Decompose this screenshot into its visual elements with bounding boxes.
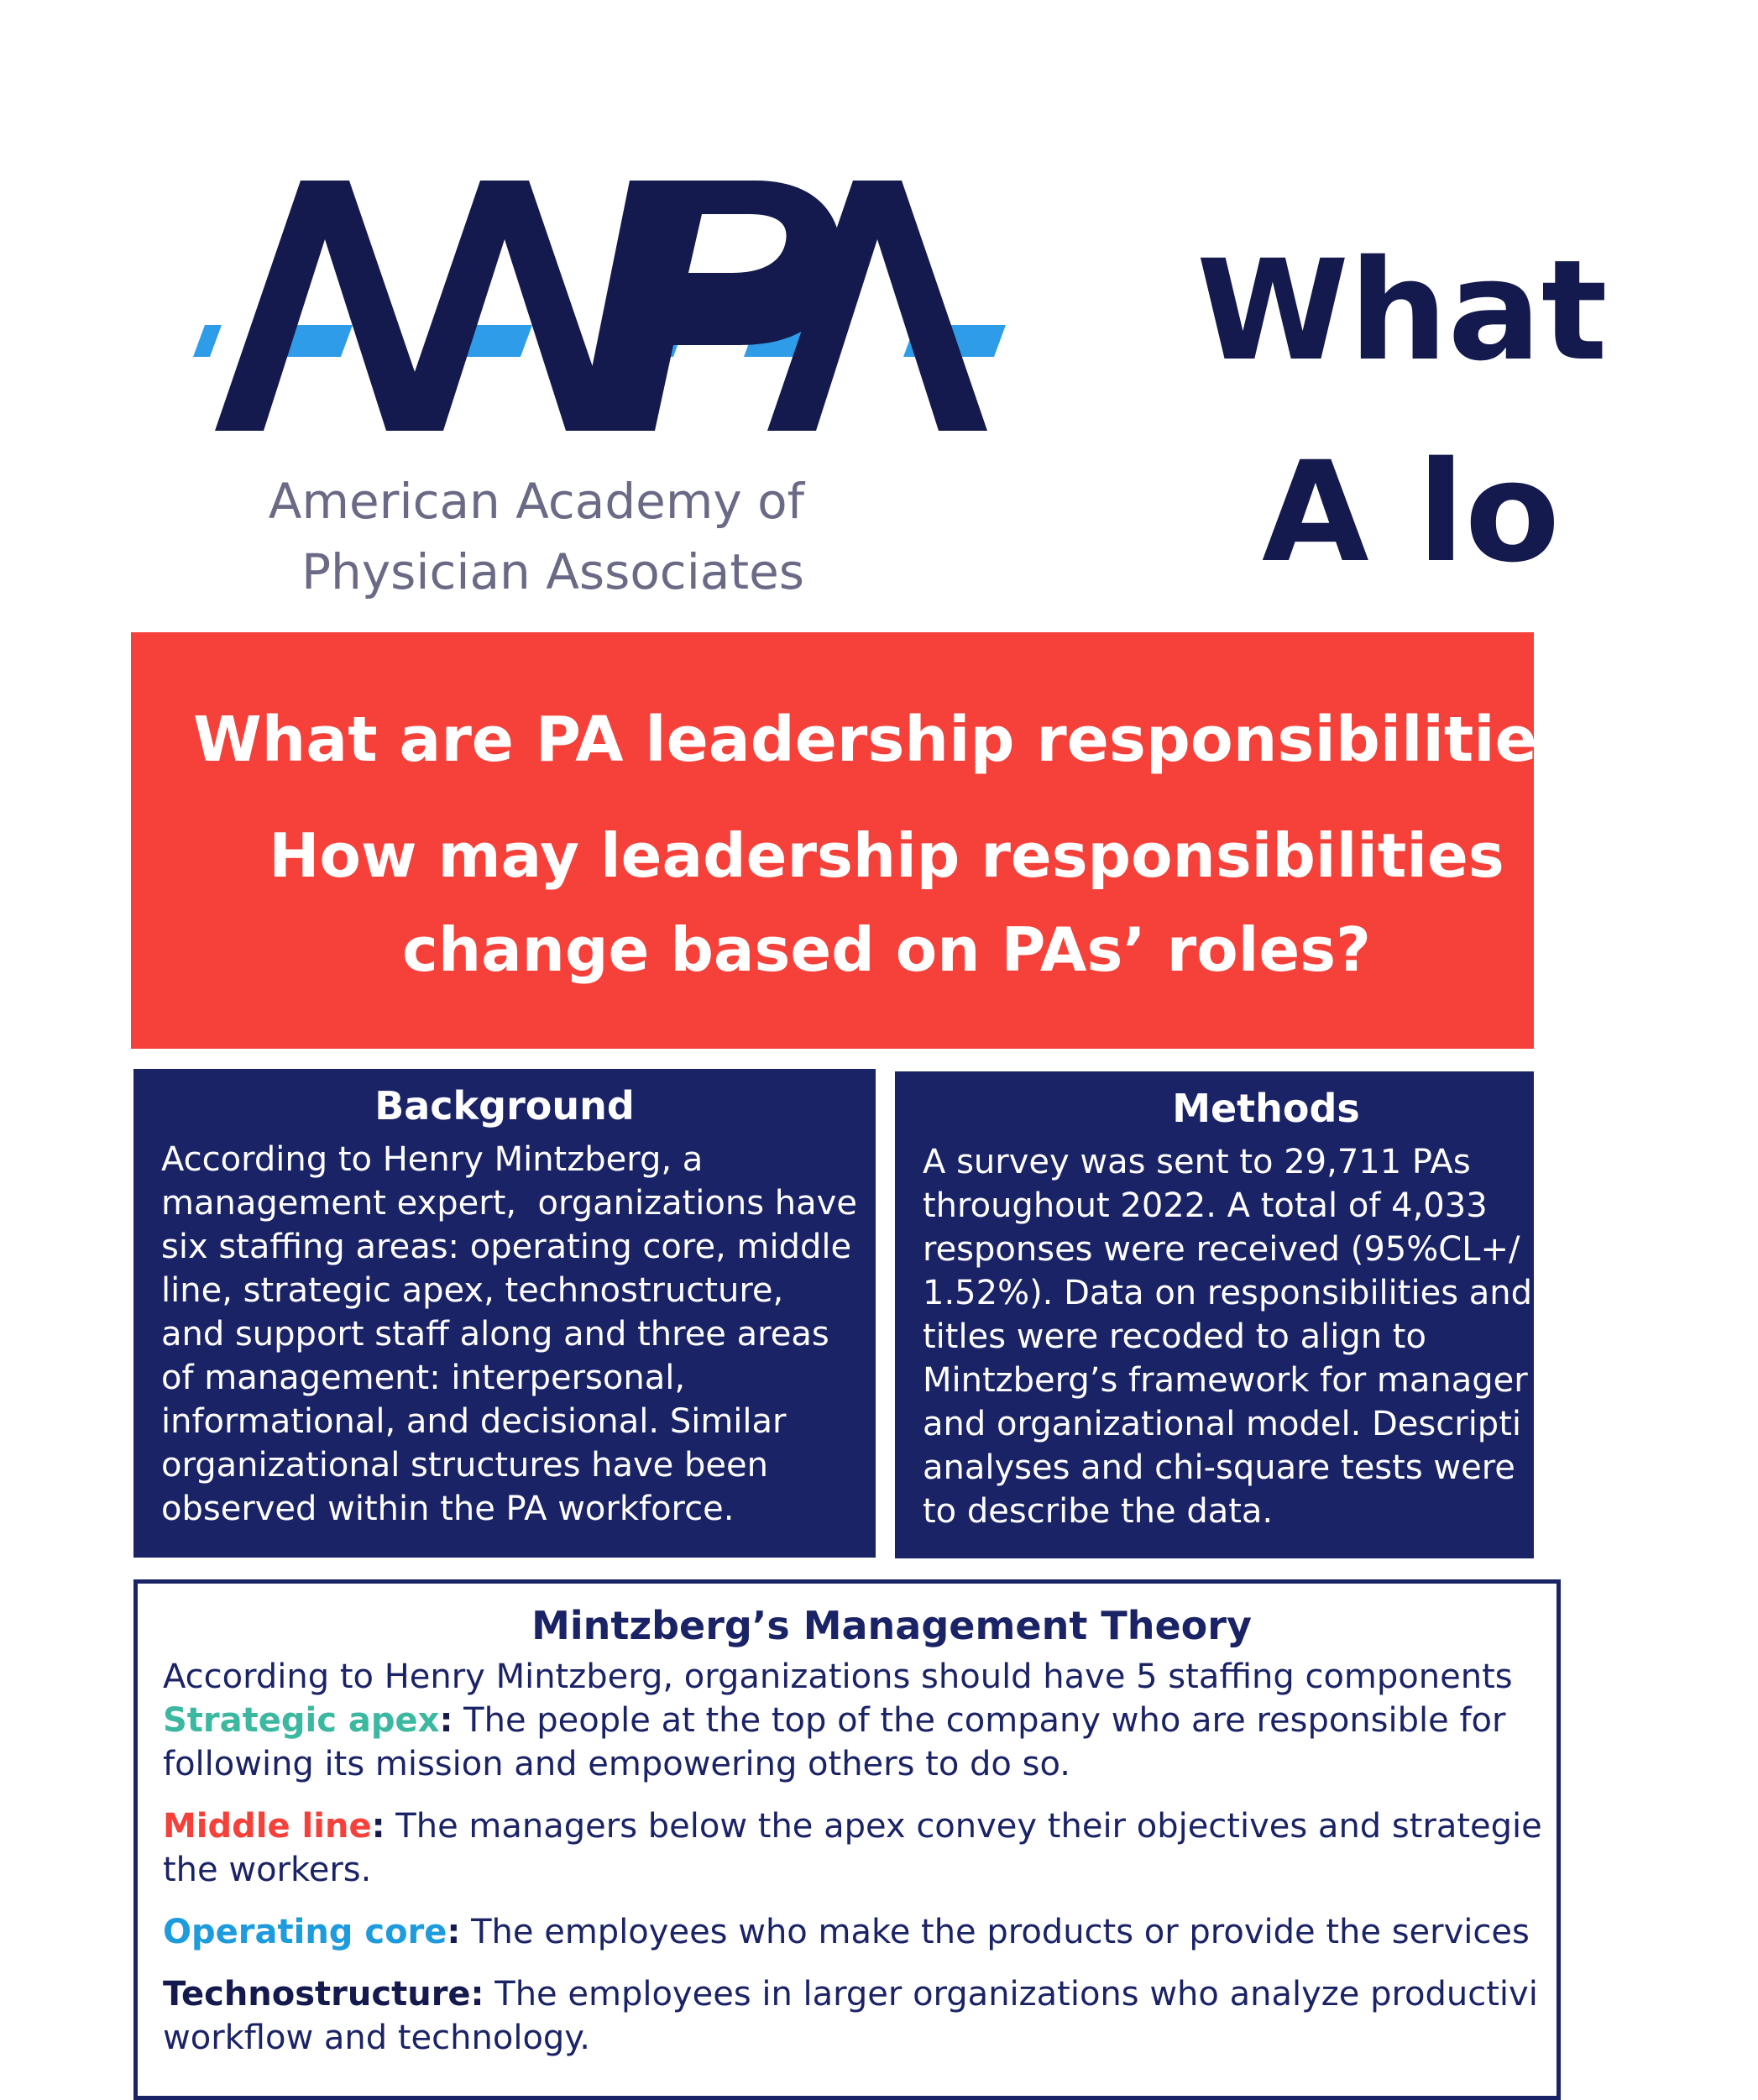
theory-item-strategic-apex xyxy=(163,1699,1758,1786)
background-line: line, strategic apex, technostructure, xyxy=(161,1271,784,1310)
theory-item-text: the workers. xyxy=(163,1851,372,1889)
theory-item-technostructure xyxy=(163,1972,1758,2060)
background-line: informational, and decisional. Similar xyxy=(161,1402,787,1441)
background-line: management expert, organizations have xyxy=(161,1184,857,1223)
theory-item-text: The employees who make the products or provide the services xyxy=(460,1913,1530,1951)
methods-heading: Methods xyxy=(1172,1086,1360,1131)
methods-text xyxy=(895,1129,1534,1533)
theory-item-middle-line xyxy=(163,1804,1758,1892)
logo-subtitle-line1: American Academy of xyxy=(268,473,804,530)
methods-line: and organizational model. Descripti xyxy=(923,1405,1521,1443)
background-line: of management: interpersonal, xyxy=(161,1359,686,1397)
methods-line: to describe the data. xyxy=(923,1492,1274,1531)
background-line: organizational structures have been xyxy=(161,1446,768,1485)
research-question-1: What are PA leadership responsibilities xyxy=(193,704,1574,776)
methods-line: Mintzberg’s framework for manager xyxy=(923,1361,1528,1400)
term-middle-line: Middle line xyxy=(163,1807,372,1846)
methods-line: throughout 2022. A total of 4,033 xyxy=(923,1186,1488,1225)
background-line: and support staff along and three areas xyxy=(161,1315,829,1354)
methods-line: analyses and chi-square tests were xyxy=(923,1448,1515,1487)
background-heading: Background xyxy=(374,1083,635,1129)
term-colon: : xyxy=(447,1913,461,1951)
research-question-2-line2: change based on PAs’ roles? xyxy=(402,914,1371,985)
methods-section xyxy=(895,1071,1534,1558)
theory-item-text: The people at the top of the company who are responsible for xyxy=(453,1701,1506,1740)
research-questions-banner xyxy=(131,632,1574,1049)
theory-item-text: The employees in larger organizations who analyze productivi xyxy=(484,1975,1538,2014)
theory-item-operating-core xyxy=(163,1910,1758,1954)
term-strategic-apex: Strategic apex xyxy=(163,1701,440,1740)
term-operating-core: Operating core xyxy=(163,1913,447,1951)
logo-subtitle xyxy=(217,294,804,600)
methods-line: 1.52%). Data on responsibilities and xyxy=(923,1274,1532,1312)
methods-line: titles were recoded to align to xyxy=(923,1317,1426,1356)
theory-item-text: workflow and technology. xyxy=(163,2019,590,2057)
background-text xyxy=(133,1126,876,1531)
theory-item-text: following its mission and empowering others to do so. xyxy=(163,1745,1070,1783)
poster-title xyxy=(1196,210,1608,593)
theory-body xyxy=(163,1655,1758,2078)
title-line2: A lo xyxy=(1262,432,1561,593)
theory-item-text: The managers below the apex convey their objectives and strategie xyxy=(385,1807,1542,1846)
background-line: observed within the PA workforce. xyxy=(161,1490,735,1528)
term-colon: : xyxy=(371,1807,385,1846)
term-colon: : xyxy=(439,1701,453,1740)
logo-subtitle-line2: Physician Associates xyxy=(301,543,804,600)
theory-heading: Mintzberg’s Management Theory xyxy=(531,1603,1252,1648)
theory-intro: According to Henry Mintzberg, organizations should have 5 staffing components xyxy=(163,1657,1513,1696)
term-technostructure: Technostructure: xyxy=(163,1975,484,2014)
research-question-2-line1: How may leadership responsibilities xyxy=(269,820,1504,891)
background-line: According to Henry Mintzberg, a xyxy=(161,1140,704,1179)
background-line: six staffing areas: operating core, middle xyxy=(161,1228,852,1266)
background-section xyxy=(133,1069,876,1558)
methods-line: responses were received (95%CL+/ xyxy=(923,1230,1520,1269)
methods-line: A survey was sent to 29,711 PAs xyxy=(923,1143,1471,1181)
title-line1: What xyxy=(1196,230,1608,391)
research-question-2 xyxy=(131,809,1642,997)
mintzberg-theory-section xyxy=(133,1579,1561,2100)
